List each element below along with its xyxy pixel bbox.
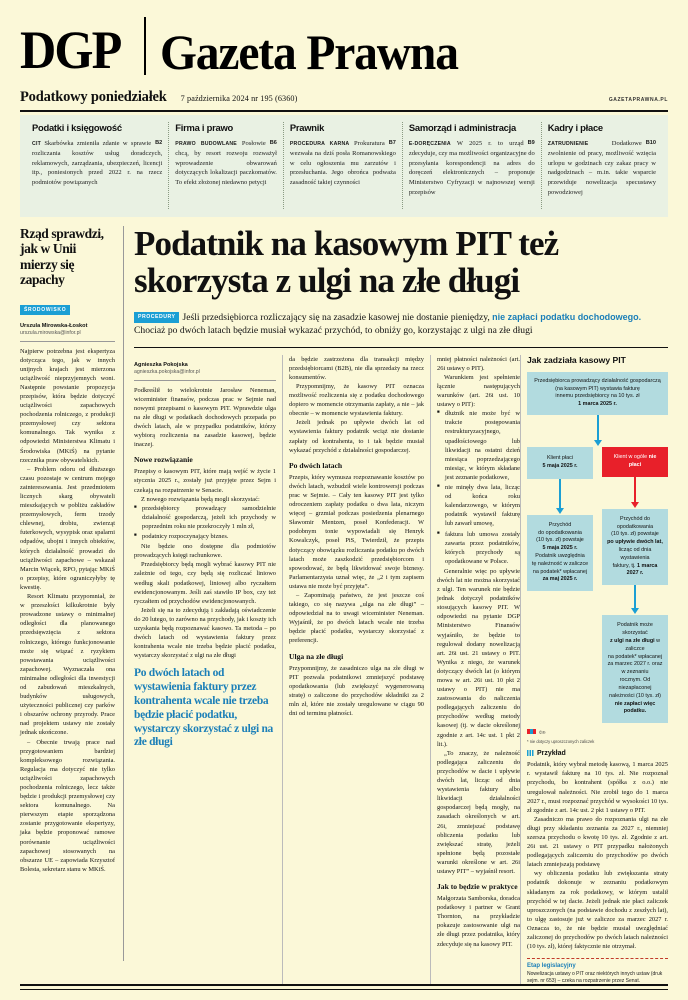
article-author-name: Agnieszka Pokojska xyxy=(134,361,188,368)
subheading-po-dwoch-latach: Po dwóch latach xyxy=(289,460,343,470)
paragraph: – Obecnie trwają prace nad przygotowaniem bardziej kompleksowego rozwiązania. Regulacja ma dotyczyć nie tylko uciążliwości zapachowych pochodzenia rolniczego, lecz także będzie i produkcji przemysłowej czy sektora komunalnego. Na pierwszym etapie sporządzona zostanie przygotowanie ekspertyzy, jaka będzie proponować ramowe porównanie uciążliwości zapachowej stosowanych na obszarze UE – zapowiada Krzysztof Bolesta, sekretarz stanu w MKiŚ. xyxy=(20,738,115,873)
column-c-bullets xyxy=(437,409,520,566)
teaser-text: Prokuratura wezwała na dziś posła Romanowskiego w celu ogłoszenia mu zarzutów i przesłuchania. Jego obrońca podważa zasadność takiej czynności xyxy=(289,140,396,187)
masthead xyxy=(20,0,668,81)
lead-article xyxy=(124,224,668,985)
article-lead xyxy=(134,311,668,338)
teaser-kadry-i-place[interactable] xyxy=(541,122,662,209)
flow-node-line: faktury, tj. xyxy=(612,562,638,569)
flow-node-line: Podatnik może skorzystać xyxy=(617,622,653,637)
teaser-body xyxy=(548,139,656,209)
flow-node-date: 5 maja 2025 r. xyxy=(542,462,578,469)
column-a-body xyxy=(134,386,276,450)
list-item: ■ podatnicy rozpoczynający biznes. xyxy=(142,532,276,541)
example-body xyxy=(527,760,668,951)
column-a-body-3 xyxy=(134,542,276,660)
paragraph: Podkreślił to wielokrotnie Jarosław Neneman, wiceminister finansów, podczas prac w Sejmie nad nowymi przepisami o kasowym PIT. Wprawdzie ulga na złe długi w podatkach dochodowych przepada po dwóch latach, ale w przypadku podatników, którzy wybiorą rozliczenia na zasadzie kasowej, będzie inaczej. xyxy=(134,386,276,449)
column-b-body xyxy=(289,355,424,455)
sidebar-author-name: Urszula Mirowska-Łoskot xyxy=(20,322,88,329)
teaser-podatki-i-ksiegowosc[interactable] xyxy=(26,122,168,209)
example-icon xyxy=(527,750,534,756)
left-sidebar-article xyxy=(20,226,124,961)
flow-node-emphasis: nie płaci xyxy=(628,454,657,468)
teaser-title: Kadry i płace xyxy=(547,122,603,133)
dgp-mark-icon xyxy=(527,729,536,734)
paragraph: Jeżeli się na to zdecydują i zakładają oświadczenie do 20 lutego, to zarówno na przychody, jak i koszty ich uzyskania będą rozpoznawać kasowo. Ta metoda – po dwóch latach od wystawienia faktury przez kontrahenta wcale nie trzeba będzie płacić podatku, wystarczy skorzystać z ulgi na złe długi xyxy=(134,606,276,660)
sidebar-body xyxy=(20,347,115,874)
list-item: ■ przedsiębiorcy prowadzący samodzielnie działalność gospodarczą, jeżeli ich przychody w poprzednim roku nie przekroczyły 1 mln zł, xyxy=(142,504,276,531)
flow-node-line: za marzec 2027 r. oraz w zeznaniu xyxy=(607,661,663,676)
infographic-title: Jak zadziała kasowy PIT xyxy=(527,354,626,365)
flow-node-date: 1 marca 2027 r. xyxy=(626,562,658,577)
flow-node-client-pays xyxy=(527,447,593,479)
list-item: ■ faktura lub umowa zostały zawarta przez podatników, których przychody są opodatkowane w Polsce. xyxy=(445,530,520,566)
paragraph: Nie będzie ono dostępne dla podmiotów prowadzących księgi rachunkowe. xyxy=(134,543,276,560)
paragraph: Przypomnijmy, że kasowy PIT oznacza możliwość rozliczenia się z podatku dochodowego dopiero w momencie otrzymania zapłaty, a nie – jak obecnie – w momencie wystawienia faktury. xyxy=(289,383,424,418)
page-reference[interactable]: B10 xyxy=(645,140,656,146)
flow-node-line: Klient w ogóle xyxy=(613,454,649,461)
section-teaser-strip xyxy=(20,115,668,217)
teaser-text: Posłowie chcą, by resort rozwoju rozważył wprowadzenie obwarowań dotyczących lokalizacji paczkomatów. To efekt złożonej niedawno petycji xyxy=(175,140,277,187)
flow-node-client-not-pays xyxy=(602,447,668,477)
flowchart xyxy=(527,372,668,745)
flow-node-line: Przychód do opodatkowania xyxy=(616,515,654,530)
paragraph: Zasadniczo ma prawo do rozpoznania ulgi na złe długi przy składaniu zeznania za 2027 r., niemniej szersza przychodu o kwotę 10 tys. zł. Zgodnie z art. 26i ust. 21 ustawy o PIT przypadku nałożonych podlegających zaliczeniu do przychodów po dwóch latach zmniejszają podstawę xyxy=(527,815,668,869)
flow-node-line: Podatnik uwzględnia xyxy=(535,553,585,559)
paragraph: Małgorzata Samborska, doradca podatkowy i partner w Grant Thornton, na przykładzie pokazuje zastosowanie ulgi na złe długi przez podatnika, który zdecyduje się na kasowy PIT. xyxy=(437,895,520,948)
paragraph: Generalnie więc po upływie dwóch lat nie można skorzystać z ulgi. Ten warunek nie będzie jednak dotyczył podatników stosujących kasowy PIT. W odpowiedzi na pytanie DGP Ministerstwo Finansów wyjaśniło, że będzie to regulował dodany nowelizacją art. 26i ust. 21 ustawy o PIT. Wynika z niego, że warunek dotyczący dwóch lat (o którym mowa w art. 26i ust. 10 pkt 2 ustawy o PIT) nie ma zastosowania do naliczenia podlegających zaliczeniu do przychodów według metody kasowej (tj. w dacie określonej zgodnie z art. 14c ust. 1 pkt 2 lit.). xyxy=(437,567,520,748)
paragraph: Przypomnijmy, że zasadniczo ulga na złe długi w PIT pozwala podatnikowi zmniejszyć podstawę opodatkowania (lub zwiększyć wygenerowaną stratę) o zaliczone do przychodów składniki za 2 mln zł, które nie zostały uregulowane w ciągu 90 dni od terminu płatności. xyxy=(289,664,424,717)
flow-node-date: 5 maja 2025 r. xyxy=(542,545,578,552)
issue-date: 7 października 2024 nr 195 (6360) xyxy=(180,94,298,103)
teaser-title: Podatki i księgowość xyxy=(32,122,122,133)
paragraph: wy obliczenia podatku lub zwiększania straty podatnik dokonuje w zeznaniu podatkowym składanym za rok podatkowy, w którym ustalił przychód w tej dacie. Jeżeli jednak nie płaci zaliczek uproszczonych (na podstawie dochodu z zeszłych lat), to ulgę zastosuje już w zaliczce za marzec 2027 r. Oznacza to, że nie będzie musiał uwzględniać zaliczonej do przychodów po dwóch latach należności (10 tys. zł), której faktycznie nie otrzymał. xyxy=(527,870,668,951)
flow-node-emphasis: z ulgi na złe długi xyxy=(609,637,655,644)
sidebar-author-email[interactable]: urszula.mirowska@infor.pl xyxy=(20,329,81,336)
flow-node-line: (10 tys. zł) powstaje xyxy=(536,537,584,544)
teaser-samorzad-i-administracja[interactable] xyxy=(402,122,541,209)
flow-node-relief xyxy=(602,615,668,723)
article-column-c xyxy=(430,355,520,986)
flow-node-line: na podatek* wpłacanej xyxy=(532,568,588,575)
teaser-body xyxy=(32,139,162,209)
teaser-title: Samorząd i administracja xyxy=(408,122,516,133)
example-title: Przykład xyxy=(537,750,566,758)
flow-arrow-down xyxy=(559,479,561,509)
paragraph: Warunkiem jest spełnienie łącznie następujących warunków (art. 26i ust. 10 ustawy o PIT): xyxy=(437,373,520,409)
paragraph: – Problem odoru od dłuższego czasu pozostaje w centrum mojego zainteresowania. Jest przedmiotem licznych skarg obywateli mieszkających w pobliżu zakładów przemysłowych, ferm trzody chlewnej, drobiu, zwierząt futerkowych, wysypisk oraz spalarni odpadów, ubojni i innych obiektów, których działalność prowadzi do uciążliwości zapachowe – wskazał Marcin Wiącek, RPO, pytając MKiŚ o przepisy, które ograniczyłyby tę kwestię. xyxy=(20,465,115,591)
teaser-body xyxy=(290,139,396,209)
category-badge-srodowisko: ŚRODOWISKO xyxy=(20,305,70,315)
lead-rule xyxy=(134,347,668,348)
article-author-email[interactable]: agnieszka.pokojska@infor.pl xyxy=(134,368,200,375)
flow-node-line: Przedsiębiorca prowadzący działalność gospodarczą xyxy=(534,377,661,384)
flow-node-emphasis: po upływie dwóch lat, xyxy=(607,539,663,546)
paragraph: Przedsiębiorcy będą mogli wybrać kasowy PIT nie zależnie od tego, czy będą się rozliczać liniowo według skali podatkowej, liniowej albo ryczałtem ewidencjonowanym. Jeśli zaś stawiło IP box, czy też ryczałtem od przychodów ewidencjonowanych. xyxy=(134,561,276,605)
flow-arrow-down xyxy=(634,585,636,609)
teaser-kicker: CIT xyxy=(32,141,41,147)
column-c-body-2 xyxy=(437,567,520,876)
byline-separator xyxy=(134,380,276,381)
teaser-kicker: PRAWO BUDOWLANE xyxy=(175,141,237,147)
infographic-footnote: * nie dotyczy uproszczonych zaliczek xyxy=(527,739,595,745)
flow-node-line: innemu przedsiębiorcy na 10 tys. zł xyxy=(555,393,640,400)
subheading-ulga-na-zle-dlugi: Ulga na złe długi xyxy=(289,651,344,661)
flow-arrow-down xyxy=(597,415,599,441)
list-item: ■ nie minęły dwa lata, licząc od końca roku kalendarzowego, w którym podatnik wystawił fakturę lub zawarł umowę, xyxy=(445,483,520,528)
masthead-rule-heavy xyxy=(20,110,668,112)
footer-rule-heavy xyxy=(20,984,668,986)
paragraph: Resort Klimatu przypomniał, że w przeszłości kilkukrotnie były prowadzone ustawy o minimalnej odległości dla planowanego przedsięwzięcia z sektora rolniczego, którego funkcjonowanie może się wiązać z ryzykiem powstawania uciążliwości zapachowej. Wyznaczała ona minimalne odległości dla inwestycji od zabudowań mieszkalnych, budynków usługowych, użyteczności publicznej czy parków i obszarów ochrony przyrody. Prace nad projektem ustawy nie zostały jednak ukończone. xyxy=(20,593,115,737)
dgp-logo: DGP xyxy=(20,20,121,81)
subhead-bar xyxy=(20,89,668,110)
flow-node-unpaid-result xyxy=(602,509,668,586)
infographic-source xyxy=(527,729,668,735)
masthead-divider xyxy=(144,17,146,75)
column-c-body-3 xyxy=(437,894,520,949)
page-reference[interactable]: B2 xyxy=(155,140,163,146)
pull-quote: Po dwóch latach od wystawienia faktury przez kontrahenta wcale nie trzeba będzie płacić podatku, wystarczy skorzystać z ulgi na złe długi xyxy=(134,667,273,749)
sidebar-headline[interactable]: Rząd sprawdzi, jak w Unii mierzy się zapachy xyxy=(20,226,104,288)
article-column-b xyxy=(282,355,430,986)
page-reference[interactable]: B7 xyxy=(388,140,396,146)
teaser-kicker: ZATRUDNIENIE xyxy=(547,141,589,147)
teaser-title: Prawnik xyxy=(289,122,325,133)
article-headline[interactable]: Podatnik na kasowym PIT też skorzysta z ulgi na złe długi xyxy=(134,224,559,300)
flow-node-line: do opodatkowania xyxy=(538,529,582,536)
flow-node-line: należności (10 tys. zł) xyxy=(609,692,661,699)
teaser-body xyxy=(175,139,277,209)
paragraph: da będzie zastrzeżona dla transakcji między przedsiębiorcami (B2B), nie dla sprzedaży na rzecz konsumentów. xyxy=(289,355,424,381)
column-b-body-2 xyxy=(289,473,424,646)
flow-node-line: tę należność w zaliczce xyxy=(531,560,589,567)
subheading-nowe-rozwiazanie: Nowe rozwiązanie xyxy=(134,455,193,465)
article-column-a xyxy=(134,355,282,986)
column-a-body-2 xyxy=(134,467,276,503)
flow-node-paid-result xyxy=(527,515,593,592)
teaser-body xyxy=(409,139,535,209)
teaser-text: Dodatkowe zwolnienie od pracy, możliwość wzięcia urlopu w godzinach czy zakaz pracy w nadgodzinach – m.in. takie wsparcie przewiduje nowelizacja specustawy powodziowej xyxy=(547,140,656,196)
flow-node-start xyxy=(527,372,668,415)
source-symbol: ©℗ xyxy=(539,730,546,736)
paragraph: Najpierw potrzebna jest ekspertyza dotycząca tego, jak w innych unijnych krajach jest mierzona uciążliwość nieprzyjemnych woni. Następnie powstanie propozycja przepisów, która będzie dotyczyć uciążliwości zapachowych pochodzenia rolniczego, z produkcji przemysłowej czy sektora komunalnego. Tak wynika z odpowiedzi Ministerstwa Klimatu i Środowiska (MKiŚ) na pytanie rzecznika praw obywatelskich. xyxy=(20,347,115,464)
flow-node-emphasis: nie zapłaci więc podatku. xyxy=(614,700,656,715)
flow-branch-unpaid xyxy=(602,447,668,723)
teaser-kicker: PROCEDURA KARNA xyxy=(289,141,350,147)
category-badge-procedury: PROCEDURY xyxy=(134,312,179,323)
teaser-prawnik[interactable] xyxy=(283,122,402,209)
flow-node-date: 1 marca 2025 r. xyxy=(578,401,617,408)
paragraph: „To znaczy, że należność podlegająca zaliczeniu do przychodów w dacie i upływie dwóch lat, licząc od dnia wystawienia faktury albo likwidacji działalności gospodarczej będą mogły, na zasadach określonych w art. 26i, zmniejszać podstawę obliczenia podatku lub zwiększać stratę, jeżeli spełnione będą pozostałe warunki określone w art. 26i ustawy PIT” – wyjaśnił resort. xyxy=(437,749,520,875)
website-label: GAZETAPRAWNA.PL xyxy=(608,97,668,103)
flow-branch-row xyxy=(527,447,668,723)
paragraph: mniej płatności należności (art. 26i ustawy o PIT). xyxy=(437,355,520,372)
infographic-column xyxy=(520,355,668,986)
flow-node-line: rocznym. Od niezapłaconej xyxy=(618,677,652,691)
flow-node-line: w zaliczce xyxy=(625,637,661,652)
paragraph: Jeżeli jednak po upływie dwóch lat od wystawienia faktury podatnik wciąż nie dostanie zapłaty od kontrahenta, to i tak będzie musiał wykazać przychód z działalności gospodarczej. xyxy=(289,419,424,454)
column-b-body-3 xyxy=(289,664,424,719)
flow-branch-paid xyxy=(527,447,593,723)
byline-separator xyxy=(20,341,115,342)
teaser-kicker: E-DORĘCZENIA xyxy=(408,141,451,147)
column-a-bullets xyxy=(134,504,276,541)
legislative-stage-text: Nowelizacja ustawy o PIT oraz niektórych innych ustaw (druk sejm. nr 653) – czeka na rozpatrzenie przez Senat. xyxy=(527,971,663,985)
flow-node-line: Przychód xyxy=(548,521,572,528)
article-columns xyxy=(134,355,668,986)
lead-text-part2: Chociaż po dwóch latach będzie musiał wykazać przychód, to obniży go, korzystając z ulgi na złe długi xyxy=(134,325,533,337)
subheading-jak-to-bedzie-w-praktyce: Jak to będzie w praktyce xyxy=(437,882,518,892)
paragraph: Z nowego rozwiązania będą mogli skorzystać: xyxy=(141,495,260,503)
flow-node-date: za maj 2025 r. xyxy=(542,576,578,583)
flow-node-line: Klient płaci xyxy=(546,455,574,462)
lead-text-highlight: nie zapłaci podatku dochodowego. xyxy=(492,311,642,322)
lead-text-part1: Jeśli przedsiębiorca rozliczający się na zasadzie kasowej nie dostanie pieniędzy, xyxy=(182,311,493,323)
flow-node-line: licząc od dnia wystawienia xyxy=(618,547,652,561)
column-c-body xyxy=(437,355,520,410)
paragraph: Podatnik, który wybrał metodę kasową, 1 marca 2025 r. wystawił fakturę na 10 tys. zł. Nie rozpoznał przychodu, bo kontrahent (spółka z o.o.) nie uregulował należności. Nie zrobił tego do 1 marca 2027 r., musi rozpoznać przychód w wysokości 10 tys. zł zgodnie z art. 14c ust. 2 pkt 1 ustawy o PIT. xyxy=(527,761,668,814)
teaser-text: W 2025 r. to urząd zdecyduje, czy ma możliwości organizacyjne do przesyłania korespondencji na adres do doręczeń elektronicznych – proponuje Ministerstwo Cyfryzacji w najnowszej wersji przepisów xyxy=(408,140,535,196)
teaser-firma-i-prawo[interactable] xyxy=(168,122,283,209)
list-item: ■ dłużnik nie może być w trakcie postępowania restrukturyzacyjnego, upadłościowego lub likwidacji na ostatni dzień miesiąca poprzedzającego miesiąc, w którym składane jest zeznanie podatkowe, xyxy=(445,409,520,482)
page-reference[interactable]: B6 xyxy=(269,140,277,146)
flow-node-line: na podatek* wpłacanej xyxy=(607,653,663,660)
legislative-stage-box xyxy=(527,958,668,985)
example-heading xyxy=(527,750,668,757)
section-title: Podatkowy poniedziałek xyxy=(20,89,167,105)
page-reference[interactable]: B9 xyxy=(527,140,535,146)
teaser-text: Skarbówka zmieniła zdanie w sprawie rozliczania kosztów usług doradczych, reklamowych, zarządzania, ubezpieczeń, licencji itp., poniesionych przed 2022 r. na rzecz podmiotów powiązanych xyxy=(32,140,163,187)
flow-node-line: (na kasowym PIT) wystawia fakturę xyxy=(555,385,640,392)
gazeta-prawna-logo: Gazeta Prawna xyxy=(160,23,458,80)
main-content xyxy=(20,224,668,985)
teaser-title: Firma i prawo xyxy=(175,122,233,133)
legislative-stage-title: Etap legislacyjny xyxy=(527,963,576,970)
paragraph: Przepis, który wymusza rozpoznawanie kosztów po dwóch latach, wzbudził wiele kontrowersji podczas prac w Sejmie. – Cały ten kasowy PIT jest tylko odroczeniem zapłaty podatku o dwa lata, niczym więcej – grzmiał podczas posiedzenia plenarnego Sławomir Mentzen, poseł Konfederacji. W podobnym tonie wypowiadali się Henryk Kowalczyk, poseł PiS, Twierdził, że przepis dotyczący obowiązku rozliczania podatku po dwóch latach może zaszkodzić przedsiębiorcom i spowodować, że będą likwidować swoje biznesy. Parlamentarzysta uznał więc, że „2 i tym zapisem ustawa nie może być przyjęta”. xyxy=(289,473,424,590)
paragraph: Przepisy o kasowym PIT, które mają wejść w życie 1 stycznia 2025 r., zostały już przyjęte przez Sejm i czekają na rozpatrzenie w Senacie. xyxy=(134,468,276,494)
footer-rule-thin xyxy=(20,989,668,990)
flow-node-line: (10 tys. zł) powstaje xyxy=(611,531,659,538)
flow-arrow-down-red xyxy=(634,477,636,503)
paragraph: – Zapominają państwo, że jest jeszcze coś takiego, co się nazywa „ulga na złe długi” – odpowiedział na to uwagi wiceminister Neneman. Wyjaśnił, że po dwóch latach wcale nie trzeba będzie płacić podatku, wystarczy skorzystać z preferencji. xyxy=(289,591,424,645)
